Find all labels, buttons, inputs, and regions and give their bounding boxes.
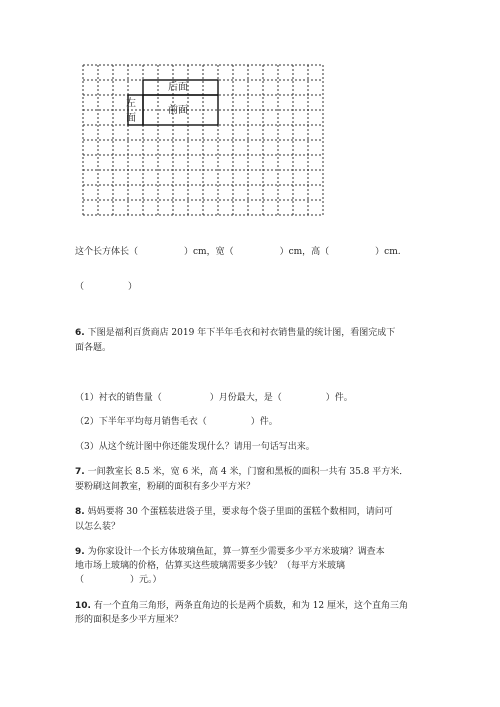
q8-text-line1 (75, 505, 393, 519)
q10-text-line2 (75, 613, 183, 627)
q6-text2: 面各题。 (75, 343, 112, 353)
q5-height-label: ）cm，高（ (279, 247, 330, 257)
q9-text-line2 (75, 559, 345, 573)
q9-text-line3 (75, 573, 162, 587)
q5-width-label: ）cm，宽（ (184, 247, 234, 257)
q6-text-line2 (75, 341, 111, 355)
face-label-left-bottom: 面 (126, 113, 136, 124)
q7-text1: 一间教室长 8.5 米，宽 6 米，高 4 米，门窗和黑板的面积一共有 35.8 平方米． (87, 467, 409, 477)
face-label-back: 后面 (168, 82, 188, 93)
q7-text2: 要粉刷这间教室，粉刷的面积有多少平方米？ (75, 482, 256, 492)
q6-sub1 (75, 391, 353, 405)
q8-text2: 以怎么装？ (75, 522, 121, 532)
q6-number: 6. (75, 328, 85, 338)
q6-sub3 (75, 440, 315, 454)
dotted-grid (80, 63, 326, 216)
q5-answer-close: ） (128, 282, 138, 292)
q10-text-line1 (75, 599, 408, 613)
q5-dimensions-line (75, 245, 401, 259)
q6-sub2 (75, 415, 278, 429)
face-label-left-top: 左 (126, 98, 136, 109)
q9-price-close: ）元。） (130, 575, 162, 585)
q6-sub3-text: （3）从这个统计图中你还能发现什么？请用一句话写出来。 (75, 442, 315, 452)
q10-number: 10. (75, 601, 91, 611)
q5-answer-line (75, 280, 137, 294)
q5-answer-open: （ (75, 282, 85, 292)
q5-unit-end: ）cm. (375, 247, 401, 257)
q8-text-line2 (75, 520, 120, 534)
q6-sub2-part-b: ）件。 (250, 417, 278, 427)
q7-text-line2 (75, 480, 255, 494)
q5-length-label: 这个长方体长（ (75, 247, 139, 257)
q9-number: 9. (75, 547, 85, 557)
q9-price-open: （ (75, 575, 85, 585)
q10-text2: 形的面积是多少平方厘米？ (75, 615, 184, 625)
q6-sub1-part-b: ）月份最大，是（ (209, 393, 282, 403)
q8-text1: 妈妈要将 30 个蛋糕装进袋子里，要求每个袋子里面的蛋糕个数相同，请问可 (87, 507, 393, 517)
q6-sub1-part-a: （1）衬衣的销售量（ (75, 393, 162, 403)
q6-text-line1 (75, 326, 395, 340)
q7-number: 7. (75, 467, 85, 477)
q9-text2: 地市场上玻璃的价格，估算买这些玻璃需要多少钱？（每平方米玻璃 (75, 561, 346, 571)
grid-figure (80, 63, 326, 216)
q8-number: 8. (75, 507, 85, 517)
face-label-front: 前面 (168, 105, 188, 116)
q10-text1: 有一个直角三角形，两条直角边的长是两个质数，和为 12 厘米，这个直角三角 (93, 601, 409, 611)
q9-text-line1 (75, 545, 385, 559)
q7-text-line1 (75, 465, 408, 479)
q9-text1: 为你家设计一个长方体玻璃鱼缸，算一算至少需要多少平方米玻璃？调查本 (87, 547, 385, 557)
q6-sub1-part-c: ）件。 (325, 393, 353, 403)
q6-text1: 下图是福利百货商店 2019 年下半年毛衣和衬衣销售量的统计图，看图完成下 (87, 328, 396, 338)
q6-sub2-part-a: （2）下半年平均每月销售毛衣（ (75, 417, 207, 427)
